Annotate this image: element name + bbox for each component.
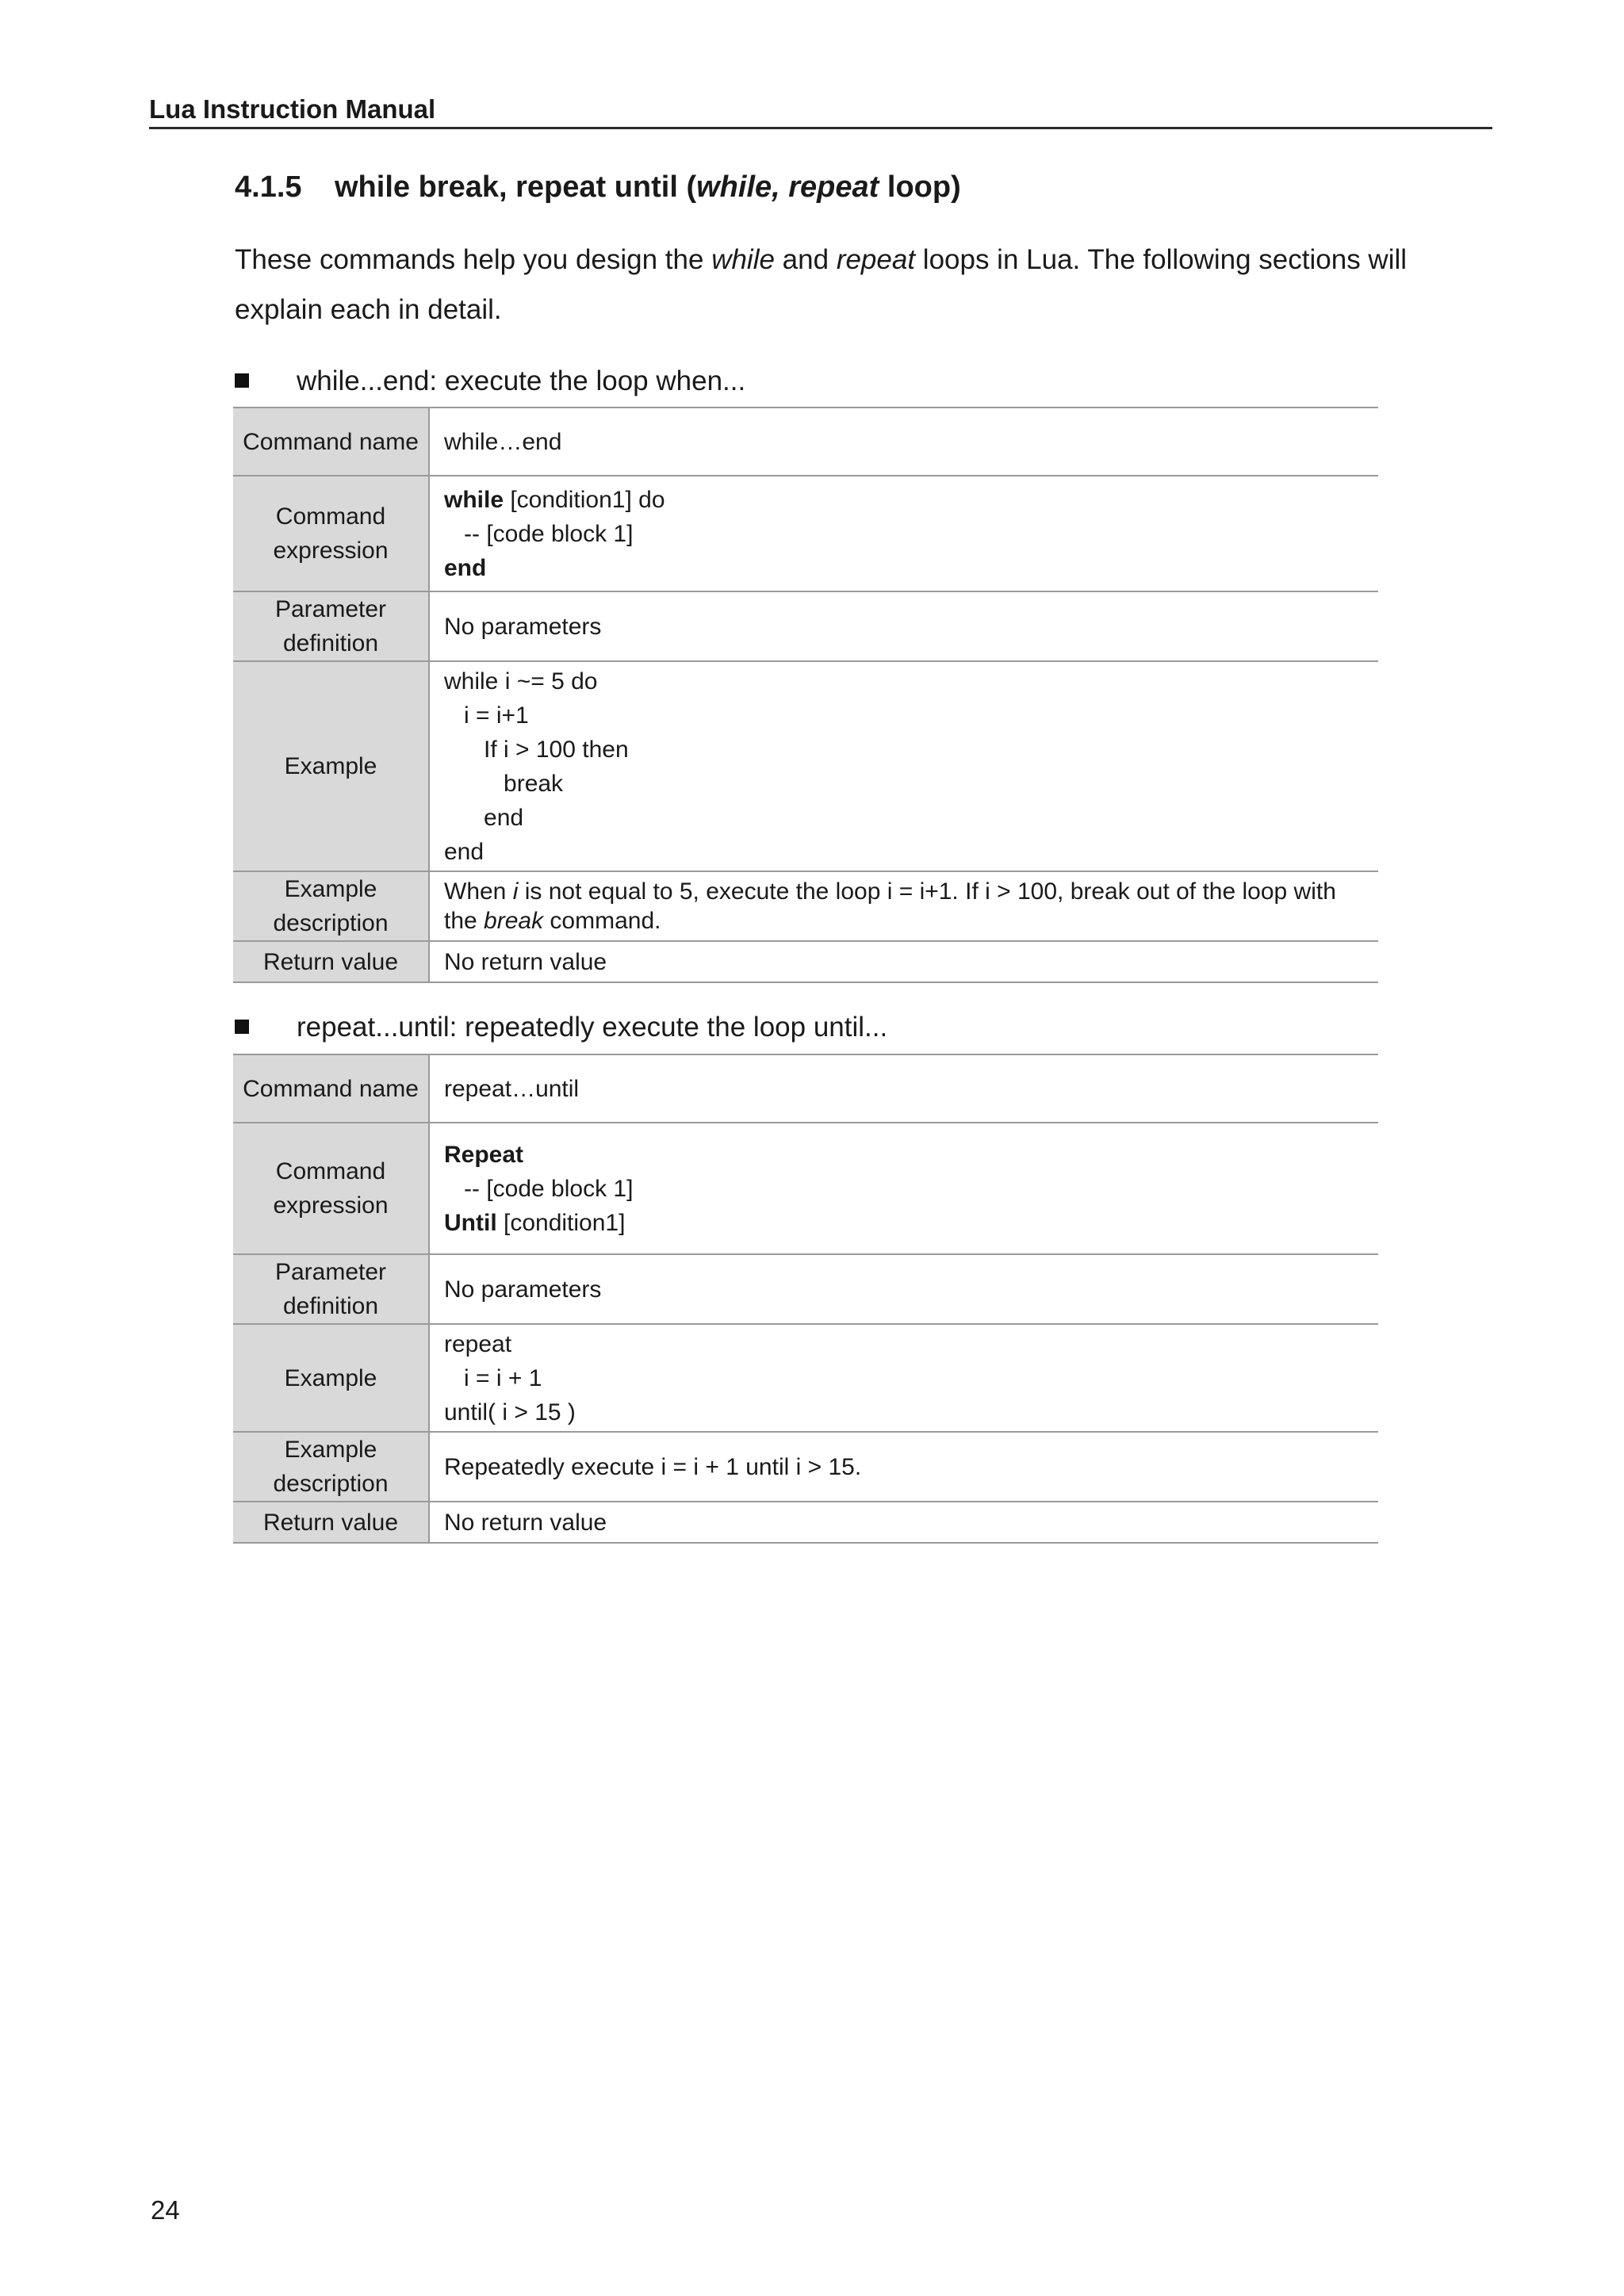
intro-text: loops in Lua. The following sections will explain each in detail.: [235, 244, 1408, 325]
while-parameters: No parameters: [429, 591, 1378, 661]
keyword-while: while: [444, 486, 504, 513]
table-row: [233, 1502, 1378, 1543]
label-command-expression: Command expression: [233, 476, 429, 591]
while-command-table: [233, 407, 1378, 983]
expression-line: -- [code block 1]: [444, 520, 634, 547]
while-command-name: while…end: [429, 408, 1378, 476]
section-heading: [235, 165, 1503, 209]
code-line: repeat: [444, 1330, 512, 1357]
table-row: [233, 1123, 1378, 1254]
code-line: break: [444, 770, 564, 797]
bullet-square-icon: [235, 373, 249, 388]
label-return-value: Return value: [233, 941, 429, 982]
code-line: If i > 100 then: [444, 736, 629, 763]
intro-keyword-while: while: [711, 244, 775, 275]
keyword-repeat: Repeat: [444, 1141, 524, 1168]
label-example-description: Example description: [233, 1432, 429, 1502]
code-line: while i ~= 5 do: [444, 668, 598, 695]
repeat-command-expression: [429, 1123, 1378, 1254]
table-row: [233, 661, 1378, 871]
label-command-expression: Command expression: [233, 1123, 429, 1254]
description-text: command.: [543, 908, 661, 934]
page-number: 24: [151, 2195, 180, 2225]
repeat-section-title-text: repeat...until: repeatedly execute the loop until...: [297, 1012, 888, 1043]
while-command-expression: [429, 476, 1378, 591]
bullet-square-icon: [235, 1020, 249, 1034]
table-row: [233, 591, 1378, 661]
while-section-title: [235, 362, 745, 401]
repeat-example: [429, 1324, 1378, 1432]
repeat-example-description: Repeatedly execute i = i + 1 until i > 15.: [429, 1432, 1378, 1502]
description-italic: break: [484, 908, 544, 934]
section-title-suffix: loop): [879, 170, 961, 204]
expression-line: [444, 483, 1369, 517]
intro-paragraph: [235, 235, 1424, 335]
table-row: [233, 1054, 1378, 1123]
code-line: end: [444, 804, 524, 831]
intro-text: and: [774, 244, 837, 275]
table-row: [233, 476, 1378, 591]
code-line: end: [444, 838, 485, 865]
description-text: is not equal to 5, execute the loop i = i+1. If i > 100, break out of the loop with the: [444, 878, 1336, 934]
label-parameter-definition: Parameter definition: [233, 591, 429, 661]
description-text: When: [444, 878, 513, 905]
table-row: [233, 1254, 1378, 1324]
label-example: Example: [233, 1324, 429, 1432]
repeat-return-value: No return value: [429, 1502, 1378, 1543]
table-row: [233, 871, 1378, 941]
label-command-name: Command name: [233, 408, 429, 476]
table-row: [233, 408, 1378, 476]
label-example: Example: [233, 661, 429, 871]
section-number: 4.1.5: [235, 170, 302, 204]
repeat-parameters: No parameters: [429, 1254, 1378, 1324]
code-line: i = i+1: [444, 702, 529, 729]
repeat-command-name: repeat…until: [429, 1054, 1378, 1123]
label-command-name: Command name: [233, 1054, 429, 1123]
while-return-value: No return value: [429, 941, 1378, 982]
table-row: [233, 1432, 1378, 1502]
repeat-section-title: [235, 1008, 887, 1047]
code-line: i = i + 1: [444, 1364, 542, 1391]
expression-line: [444, 1138, 1369, 1172]
code-line: until( i > 15 ): [444, 1399, 576, 1425]
label-return-value: Return value: [233, 1502, 429, 1543]
while-section-title-text: while...end: execute the loop when...: [297, 365, 746, 396]
running-header: Lua Instruction Manual: [149, 92, 1492, 129]
expression-line: -- [code block 1]: [444, 1175, 634, 1202]
expression-line: [444, 551, 1369, 585]
while-example-description: [429, 871, 1378, 941]
table-row: [233, 1324, 1378, 1432]
expression-line: [444, 1206, 1369, 1240]
repeat-command-table: [233, 1054, 1378, 1544]
keyword-until: Until: [444, 1209, 497, 1236]
expression-text: [condition1] do: [504, 486, 665, 513]
keyword-end: end: [444, 554, 487, 581]
description-italic: i: [512, 878, 519, 905]
table-row: [233, 941, 1378, 982]
label-parameter-definition: Parameter definition: [233, 1254, 429, 1324]
expression-text: [condition1]: [496, 1209, 626, 1236]
intro-keyword-repeat: repeat: [836, 244, 916, 275]
section-title-italic: while, repeat: [696, 170, 879, 204]
label-example-description: Example description: [233, 871, 429, 941]
section-title-prefix: while break, repeat until (: [335, 170, 697, 204]
intro-text: These commands help you design the: [235, 244, 712, 275]
while-example: [429, 661, 1378, 871]
